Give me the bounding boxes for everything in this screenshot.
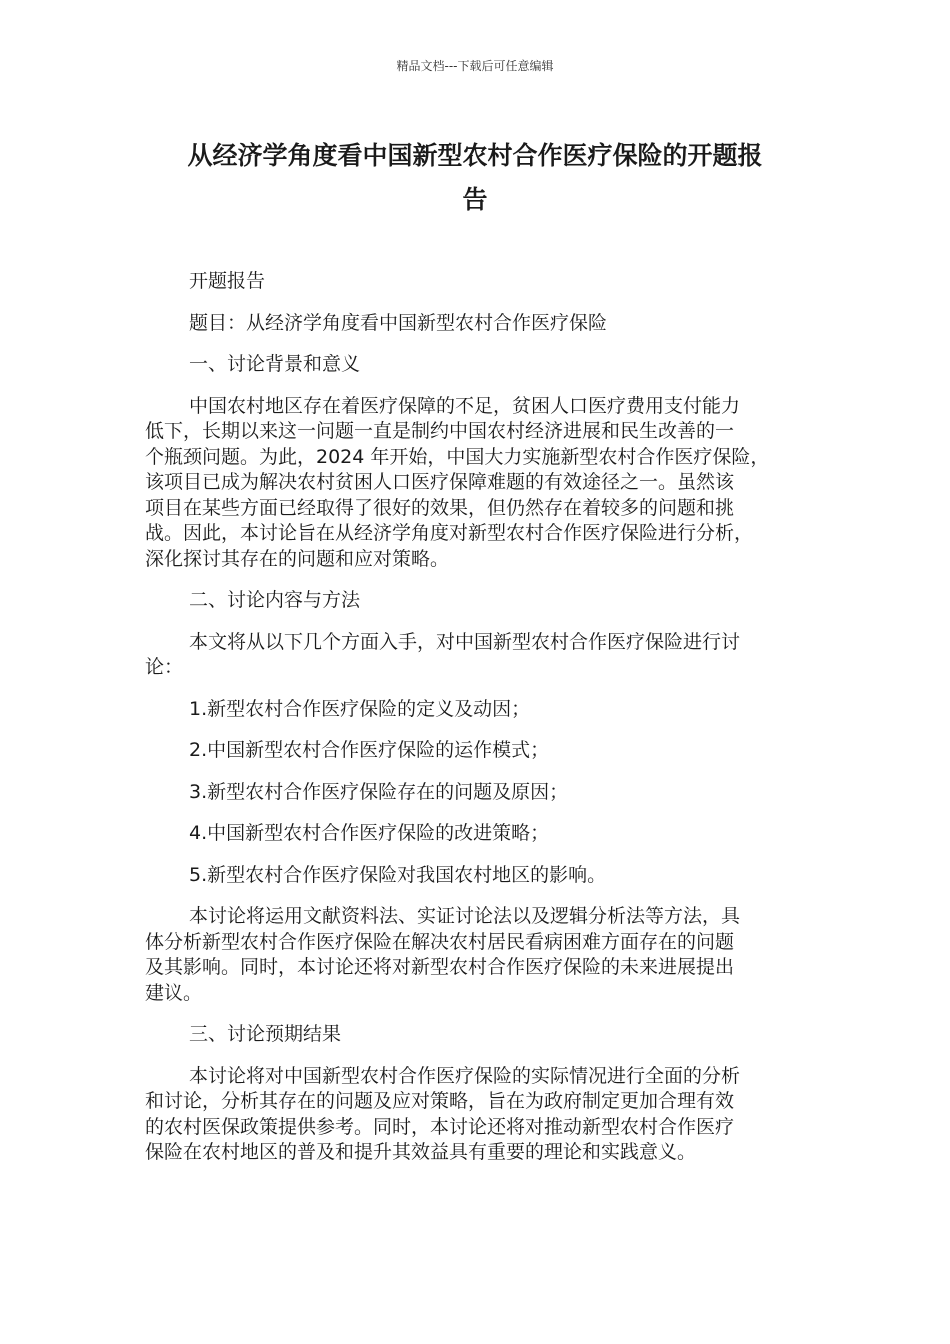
paragraph-line: 三、讨论预期结果 — [189, 1023, 342, 1045]
paragraph-line: 深化探讨其存在的问题和应对策略。 — [145, 547, 450, 570]
paragraph-line: 该项目已成为解决农村贫困人口医疗保障难题的有效途径之一。虽然该 — [145, 471, 735, 493]
paragraph-line: 的农村医保政策提供参考。同时，本讨论还将对推动新型农村合作医疗 — [145, 1115, 735, 1138]
paragraph-line: 题目：从经济学角度看中国新型农村合作医疗保险 — [189, 311, 608, 334]
body-paragraph — [145, 1064, 805, 1166]
paragraph-line: 战。因此，本讨论旨在从经济学角度对新型农村合作医疗保险进行分析， — [145, 522, 754, 544]
body-paragraph — [145, 780, 805, 806]
body-paragraph — [145, 588, 805, 614]
body-paragraph — [145, 904, 805, 1006]
paragraph-line: 开题报告 — [189, 270, 266, 292]
paragraph-line: 体分析新型农村合作医疗保险在解决农村居民看病困难方面存在的问题 — [145, 930, 735, 953]
body-paragraph — [145, 630, 805, 681]
document-title — [138, 134, 812, 222]
page-header — [0, 57, 950, 74]
paragraph-line: 5.新型农村合作医疗保险对我国农村地区的影响。 — [189, 863, 607, 886]
paragraph-line: 个瓶颈问题。为此，2024 年开始，中国大力实施新型农村合作医疗保险， — [145, 445, 770, 468]
title-line: 从经济学角度看中国新型农村合作医疗保险的开题报 — [187, 141, 763, 170]
paragraph-line: 论： — [145, 656, 184, 678]
paragraph-line: 本讨论将对中国新型农村合作医疗保险的实际情况进行全面的分析 — [189, 1064, 741, 1087]
body-paragraph — [145, 311, 805, 337]
body-paragraph — [145, 352, 805, 378]
paragraph-line: 4.中国新型农村合作医疗保险的改进策略； — [189, 822, 550, 844]
paragraph-line: 2.中国新型农村合作医疗保险的运作模式； — [189, 739, 550, 761]
body-paragraph — [145, 394, 805, 573]
paragraph-line: 本讨论将运用文献资料法、实证讨论法以及逻辑分析法等方法，具 — [189, 905, 741, 927]
body-paragraph — [145, 821, 805, 847]
paragraph-line: 建议。 — [145, 981, 203, 1004]
paragraph-line: 1.新型农村合作医疗保险的定义及动因； — [189, 697, 531, 720]
body-paragraph — [145, 863, 805, 889]
paragraph-line: 和讨论，分析其存在的问题及应对策略，旨在为政府制定更加合理有效 — [145, 1090, 735, 1112]
paragraph-line: 二、讨论内容与方法 — [189, 589, 361, 611]
paragraph-line: 项目在某些方面已经取得了很好的效果，但仍然存在着较多的问题和挑 — [145, 496, 735, 519]
body-paragraph — [145, 269, 805, 295]
paragraph-line: 中国农村地区存在着医疗保障的不足，贫困人口医疗费用支付能力 — [189, 394, 741, 417]
body-paragraph — [145, 1022, 805, 1048]
paragraph-line: 及其影响。同时，本讨论还将对新型农村合作医疗保险的未来进展提出 — [145, 956, 735, 978]
document-body — [145, 269, 805, 1182]
body-paragraph — [145, 738, 805, 764]
paragraph-line: 低下，长期以来这一问题一直是制约中国农村经济进展和民生改善的一 — [145, 420, 735, 442]
paragraph-line: 保险在农村地区的普及和提升其效益具有重要的理论和实践意义。 — [145, 1141, 697, 1163]
title-line: 告 — [462, 185, 488, 214]
paragraph-line: 一、讨论背景和意义 — [189, 353, 361, 375]
paragraph-line: 本文将从以下几个方面入手，对中国新型农村合作医疗保险进行讨 — [189, 630, 741, 653]
body-paragraph — [145, 697, 805, 723]
paragraph-line: 3.新型农村合作医疗保险存在的问题及原因； — [189, 780, 569, 803]
header-watermark-text: 精品文档---下载后可任意编辑 — [396, 59, 554, 73]
